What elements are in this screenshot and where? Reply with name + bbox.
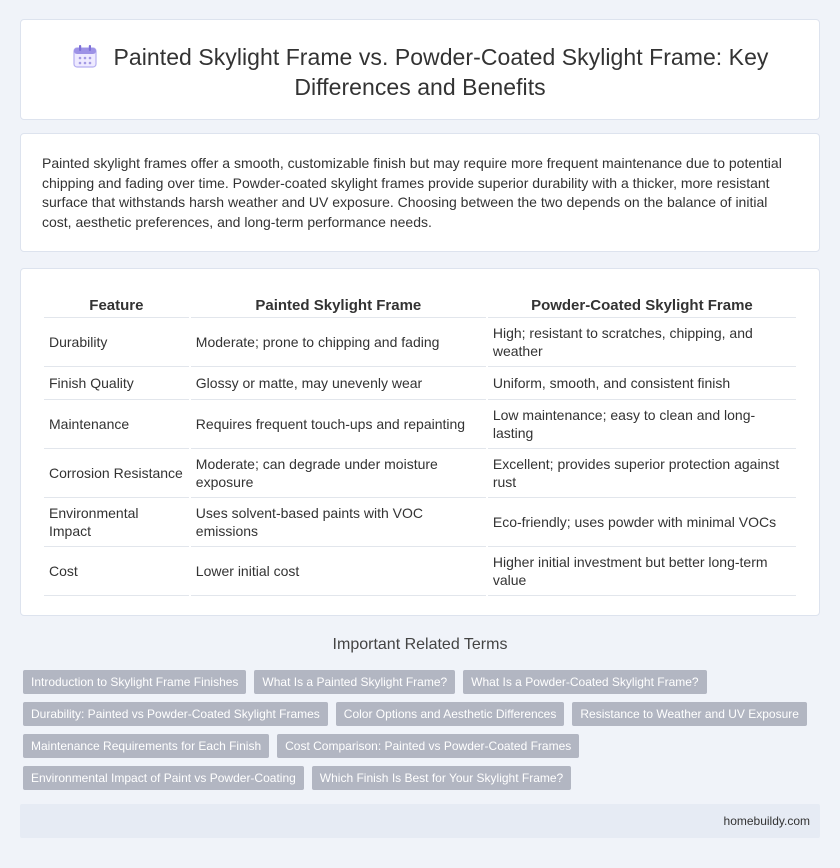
tag-link[interactable]: Environmental Impact of Paint vs Powder-Coating bbox=[23, 766, 304, 790]
header-feature: Feature bbox=[44, 296, 189, 318]
title-line-1-text: Painted Skylight Frame vs. Powder-Coated Skylight Frame: Key bbox=[113, 44, 769, 70]
table-row bbox=[44, 367, 796, 400]
footer-site[interactable]: homebuildy.com bbox=[723, 814, 810, 828]
tag-row bbox=[23, 766, 813, 790]
cell-painted: Glossy or matte, may unevenly wear bbox=[191, 367, 486, 400]
title-card bbox=[20, 19, 820, 120]
header-painted: Painted Skylight Frame bbox=[191, 296, 486, 318]
comparison-card bbox=[20, 268, 820, 616]
calendar-icon bbox=[72, 44, 98, 68]
intro-card bbox=[20, 133, 820, 252]
tag-row bbox=[23, 734, 813, 758]
tag-link[interactable]: Resistance to Weather and UV Exposure bbox=[572, 702, 807, 726]
related-terms-tags bbox=[23, 670, 813, 798]
cell-powder-coated: Higher initial investment but better long-term value bbox=[488, 547, 796, 596]
intro-paragraph: Painted skylight frames offer a smooth, customizable finish but may require more frequent maintenance due to potential chipping and fading over time. Powder-coated skylight frames provide superior durability with a thicker, more resistant surface that withstands harsh weather and UV exposure. Choosing between the two depends on the balance of initial cost, aesthetic preferences, and long-term performance needs. bbox=[42, 155, 782, 230]
tag-row bbox=[23, 670, 813, 694]
tag-link[interactable]: Cost Comparison: Painted vs Powder-Coated Frames bbox=[277, 734, 579, 758]
cell-feature: Corrosion Resistance bbox=[44, 449, 189, 498]
tag-row bbox=[23, 702, 813, 726]
tag-link[interactable]: Introduction to Skylight Frame Finishes bbox=[23, 670, 246, 694]
cell-feature: Finish Quality bbox=[44, 367, 189, 400]
table-row bbox=[44, 498, 796, 547]
tag-link[interactable]: Durability: Painted vs Powder-Coated Skylight Frames bbox=[23, 702, 328, 726]
cell-powder-coated: Excellent; provides superior protection against rust bbox=[488, 449, 796, 498]
page-title bbox=[21, 42, 819, 102]
cell-painted: Requires frequent touch-ups and repainting bbox=[191, 400, 486, 449]
table-row bbox=[44, 400, 796, 449]
cell-feature: Environmental Impact bbox=[44, 498, 189, 547]
tag-link[interactable]: Color Options and Aesthetic Differences bbox=[336, 702, 565, 726]
cell-painted: Lower initial cost bbox=[191, 547, 486, 596]
cell-painted: Uses solvent-based paints with VOC emissions bbox=[191, 498, 486, 547]
table-row bbox=[44, 449, 796, 498]
cell-powder-coated: Eco-friendly; uses powder with minimal VOCs bbox=[488, 498, 796, 547]
title-line-2: Differences and Benefits bbox=[294, 74, 546, 100]
title-line-1 bbox=[21, 42, 819, 72]
cell-painted: Moderate; can degrade under moisture exposure bbox=[191, 449, 486, 498]
footer bbox=[20, 804, 820, 838]
cell-feature: Cost bbox=[44, 547, 189, 596]
comparison-table bbox=[42, 296, 798, 596]
tag-link[interactable]: What Is a Painted Skylight Frame? bbox=[254, 670, 455, 694]
tag-link[interactable]: Which Finish Is Best for Your Skylight Frame? bbox=[312, 766, 571, 790]
cell-feature: Durability bbox=[44, 318, 189, 367]
tag-link[interactable]: What Is a Powder-Coated Skylight Frame? bbox=[463, 670, 706, 694]
table-row bbox=[44, 547, 796, 596]
table-header-row bbox=[44, 296, 796, 318]
related-terms-title: Important Related Terms bbox=[332, 636, 508, 653]
table-row bbox=[44, 318, 796, 367]
header-powder-coated: Powder-Coated Skylight Frame bbox=[488, 296, 796, 318]
cell-powder-coated: High; resistant to scratches, chipping, and weather bbox=[488, 318, 796, 367]
cell-powder-coated: Uniform, smooth, and consistent finish bbox=[488, 367, 796, 400]
cell-feature: Maintenance bbox=[44, 400, 189, 449]
tag-link[interactable]: Maintenance Requirements for Each Finish bbox=[23, 734, 269, 758]
cell-powder-coated: Low maintenance; easy to clean and long-lasting bbox=[488, 400, 796, 449]
cell-painted: Moderate; prone to chipping and fading bbox=[191, 318, 486, 367]
